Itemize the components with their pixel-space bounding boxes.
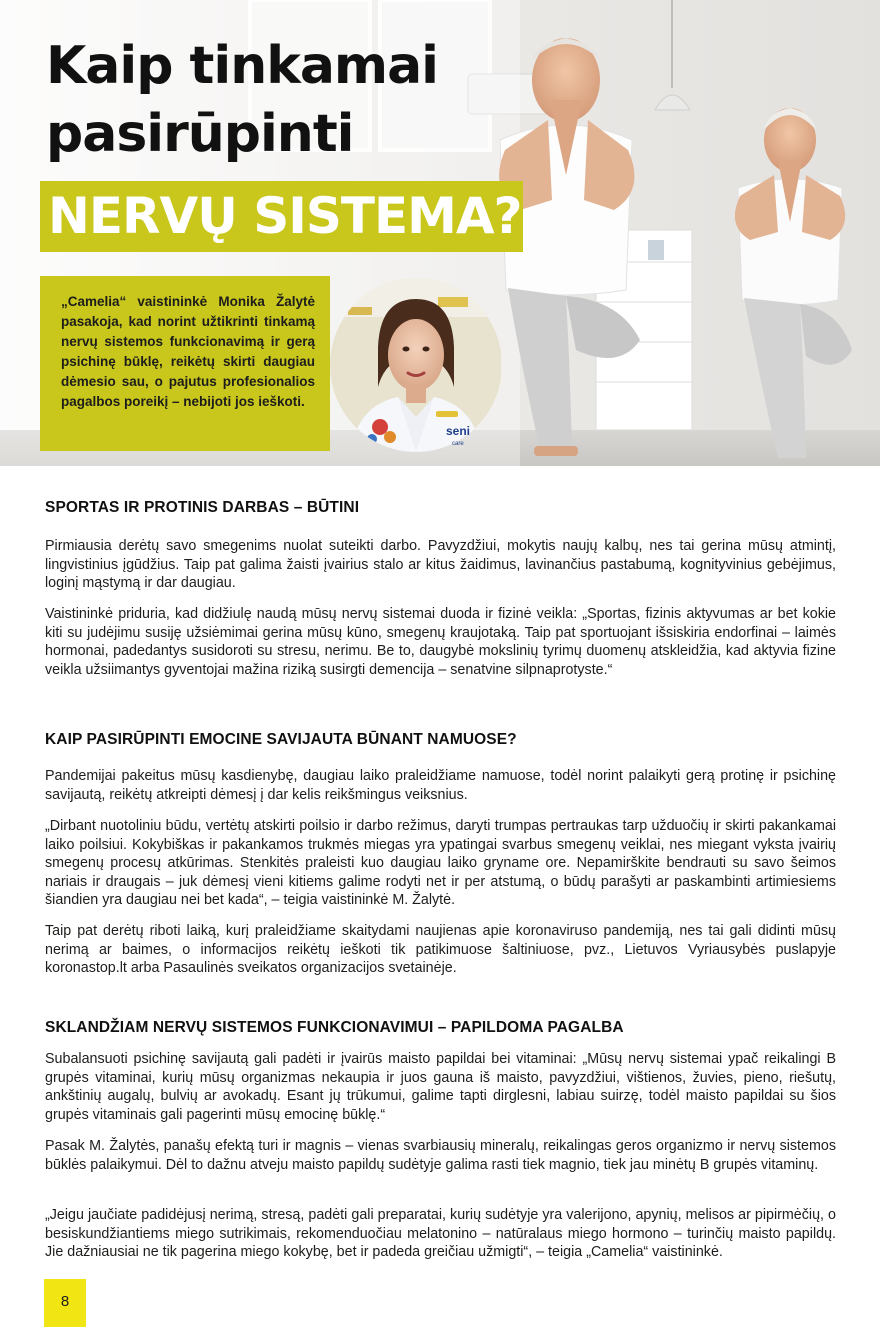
seni-logo: seni [446, 424, 471, 438]
section-3-paragraph-2: Pasak M. Žalytės, panašų efektą turi ir magnis – vienas svarbiausių mineralų, reikalingas geros organizmo ir nervų sistemos būklės palaikymui. Dėl to dažnu atveju maisto papildų sudėtyje galima rasti tiek magnio, tiek jau minėtų B grupės vitaminų. [45, 1138, 836, 1173]
intro-quote-text: „Camelia“ vaistininkė Monika Žalytė pasakoja, kad norint užtikrinti tinkamą nervų sistemos funkcionavimą ir gerą psichinę būklę, reikėtų skirti daugiau dėmesio sau, o pajutus profesionalios pagalbos poreikį – nebijoti jos ieškoti. [61, 294, 315, 409]
headline-highlight: NERVŲ SISTEMA? [48, 187, 522, 245]
hero-banner [0, 0, 880, 466]
section-3-paragraph-1: Subalansuoti psichinę savijautą gali padėti ir įvairūs maisto papildai bei vitaminai: „Mūsų nervų sistemai ypač reikalingi B grupės vitaminai, kurių mūsų organizmas nekaupia ir juos gauna iš maisto, pavyzdžiui, vištienos, žuvies, pieno, riešutų, ankštinių augalų, bulvių ar avokadų. Esant jų trūkumui, galime tapti dirglesni, labiau suirzę, todėl maisto papildai su šios grupės vitaminais gali pagerinti mūsų emocinę būklę.“ [45, 1051, 836, 1123]
section-heading-emotional: KAIP PASIRŪPINTI EMOCINE SAVIJAUTA BŪNANT NAMUOSE? [45, 731, 517, 748]
section-heading-supplements: SKLANDŽIAM NERVŲ SISTEMOS FUNKCIONAVIMUI – PAPILDOMA PAGALBA [45, 1019, 624, 1036]
seni-logo-sub: care [452, 441, 464, 447]
headline-line-1: Kaip tinkamai [46, 36, 439, 96]
section-heading-sport: SPORTAS IR PROTINIS DARBAS – BŪTINI [45, 499, 360, 516]
pharmacist-portrait [328, 277, 501, 452]
section-1-paragraph-2: Vaistininkė priduria, kad didžiulę naudą mūsų nervų sistemai duoda ir fizinė veikla: „Sportas, fizinis aktyvumas ar bet kokie kiti su judėjimu susiję užsiėmimai gerina mūsų kūno, smegenų kraujotaką. Taip pat sportuojant išsiskiria endorfinai – laimės hormonai, padedantys susidoroti su stresu, nerimu. Be to, daugybė mokslinių tyrimų duomenų atskleidžia, kad aktyvia fizine veikla užsiimantys gyventojai mažina riziką susirgti demencija – senatvine silpnaprotyste.“ [45, 606, 836, 678]
page-number: 8 [60, 1293, 70, 1310]
section-3-paragraph-3: „Jeigu jaučiate padidėjusį nerimą, stresą, padėti gali preparatai, kurių sudėtyje yra valerijono, apynių, melisos ar pipirmėčių, o besiskundžiantiems miego sutrikimais, rekomenduočiau melatonino – natūralaus miego hormono – turinčių maisto papildų. Jie dažniausiai ne tik pagerina miego kokybę, bet ir padeda greičiau užmigti“, – teigia „Camelia“ vaistininkė. [45, 1207, 836, 1260]
headline-line-2: pasirūpinti [46, 104, 354, 164]
section-2-paragraph-3: Taip pat derėtų riboti laiką, kurį praleidžiame skaitydami naujienas apie koronaviruso pandemiją, nes tai gali didinti mūsų nerimą ar baimes, o informacijos reikėtų ieškoti tik patikimuose šaltiniuose, pvz., Lietuvos Vyriausybės puslapyje koronastop.lt arba Pasaulinės sveikatos organizacijos svetainėje. [45, 923, 836, 976]
section-2-paragraph-2: „Dirbant nuotoliniu būdu, vertėtų atskirti poilsio ir darbo režimus, daryti trumpas pertraukas tarp užduočių ir skirti pakankamai laiko poilsiui. Kokybiškas ir pakankamos trukmės miegas yra ypatingai svarbus smegenų veiklai, nes miegant vyksta įvairių smegenų procesų atkūrimas. Stenkitės praleisti kuo daugiau laiko gryname ore. Nepamirškite bendrauti su savo šeimos nariais ir draugais – juk dėmesį vieni kitiems galime rodyti net ir per atstumą, o būdų parašyti ar paskambinti artimiesiems šiandien yra daugiau nei bet kada“, – teigia vaistininkė M. Žalytė. [45, 818, 836, 908]
section-2-paragraph-1: Pandemijai pakeitus mūsų kasdienybę, daugiau laiko praleidžiame namuose, todėl norint palaikyti gerą protinę ir psichinę savijautą, reikėtų atkreipti dėmesį į dar kelis reikšmingus veiksnius. [45, 768, 836, 803]
section-1-paragraph-1: Pirmiausia derėtų savo smegenims nuolat suteikti darbo. Pavyzdžiui, mokytis naujų kalbų, nes tai gerina mūsų atmintį, lingvistinius įgūdžius. Taip pat galima žaisti įvairius stalo ar kitus žaidimus, lavinančius pastabumą, kognityvinius gebėjimus, loginį mąstymą ir dar daugiau. [45, 538, 836, 591]
